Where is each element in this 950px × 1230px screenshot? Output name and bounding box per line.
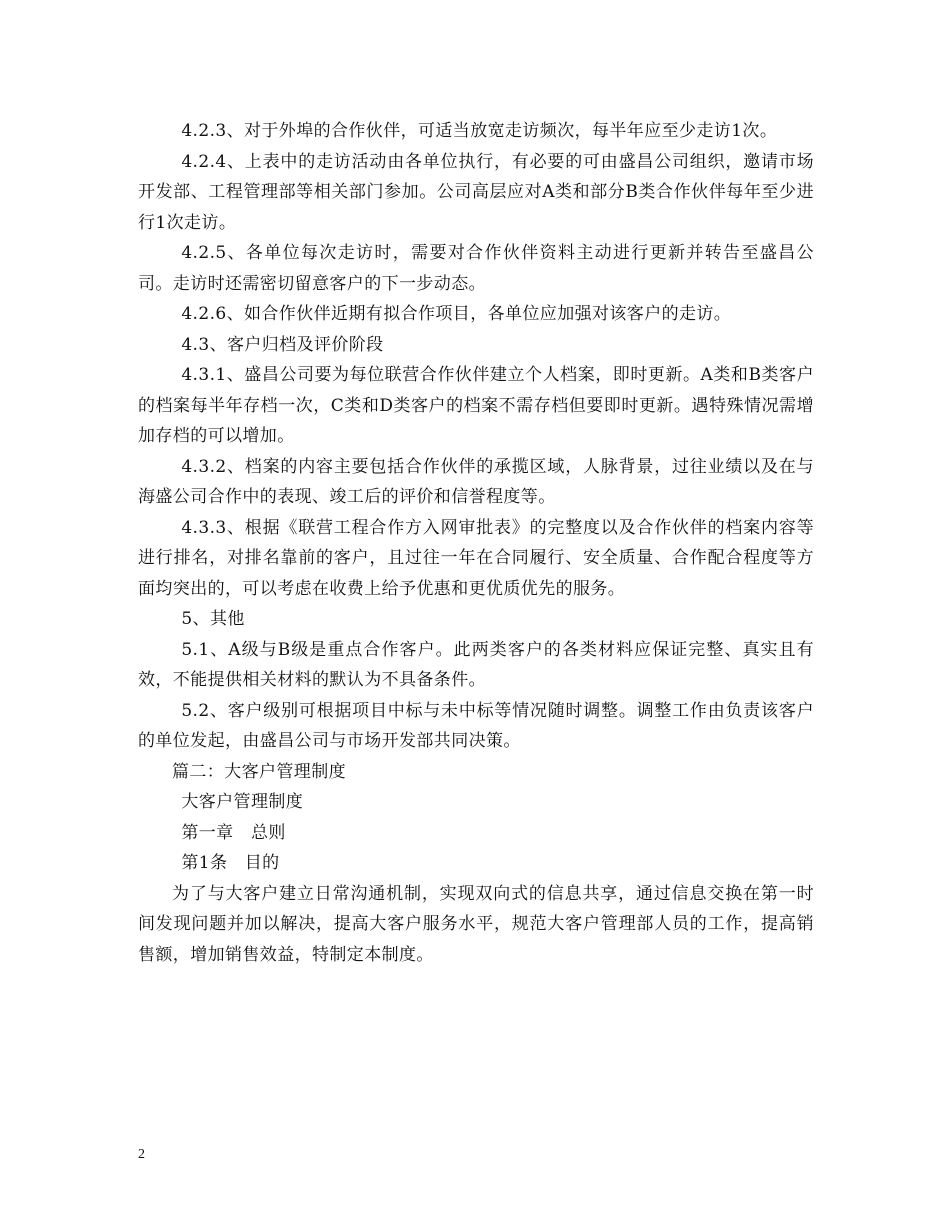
paragraph-4-2-5: 4.2.5、各单位每次走访时，需要对合作伙伴资料主动进行更新并转告至盛昌公司。走访时还需密切留意客户的下一步动态。 xyxy=(138,243,814,294)
paragraph-4-3-2: 4.3.2、档案的内容主要包括合作伙伴的承揽区域，人脉背景，过往业绩以及在与海盛公司合作中的表现、竣工后的评价和信誉程度等。 xyxy=(138,456,814,507)
paragraph-4-2-4: 4.2.4、上表中的走访活动由各单位执行，有必要的可由盛昌公司组织，邀请市场开发部、工程管理部等相关部门参加。公司高层应对A类和部分B类合作伙伴每年至少进行1次走访。 xyxy=(138,151,814,233)
paragraph-purpose: 为了与大客户建立日常沟通机制，实现双向式的信息共享，通过信息交换在第一时间发现问题并加以解决，提高大客户服务水平，规范大客户管理部人员的工作，提高销售额，增加销售效益，特制定本制度。 xyxy=(138,883,814,965)
heading-4-3: 4.3、客户归档及评价阶段 xyxy=(181,334,384,355)
heading-5: 5、其他 xyxy=(181,609,245,629)
article-heading: 第1条 目的 xyxy=(181,853,280,873)
paragraph-4-3-1: 4.3.1、盛昌公司要为每位联营合作伙伴建立个人档案，即时更新。A类和B类客户的档案每半年存档一次，C类和D类客户的档案不需存档但要即时更新。遇特殊情况需增加存档的可以增加。 xyxy=(138,365,814,446)
paragraph-4-2-3: 4.2.3、对于外埠的合作伙伴，可适当放宽走访频次，每半年应至少走访1次。 xyxy=(181,121,778,141)
paragraph-5-1: 5.1、A级与B级是重点合作客户。此两类客户的各类材料应保证完整、真实且有效，不能提供相关材料的默认为不具备条件。 xyxy=(138,639,814,690)
page-number: 2 xyxy=(138,1147,145,1162)
chapter-heading: 第一章 总则 xyxy=(181,822,286,843)
paragraph-4-2-6: 4.2.6、如合作伙伴近期有拟合作项目，各单位应加强对该客户的走访。 xyxy=(181,304,732,324)
section-heading-part-two: 篇二：大客户管理制度 xyxy=(172,761,346,782)
document-body xyxy=(138,116,814,970)
paragraph-5-2: 5.2、客户级别可根据项目中标与未中标等情况随时调整。调整工作由负责该客户的单位发起，由盛昌公司与市场开发部共同决策。 xyxy=(138,700,814,751)
paragraph-4-3-3: 4.3.3、根据《联营工程合作方入网审批表》的完整度以及合作伙伴的档案内容等进行排名，对排名靠前的客户，且过往一年在合同履行、安全质量、合作配合程度等方面均突出的，可以考虑在收费上给予优惠和更优质优先的服务。 xyxy=(138,517,814,599)
document-title: 大客户管理制度 xyxy=(181,792,304,812)
